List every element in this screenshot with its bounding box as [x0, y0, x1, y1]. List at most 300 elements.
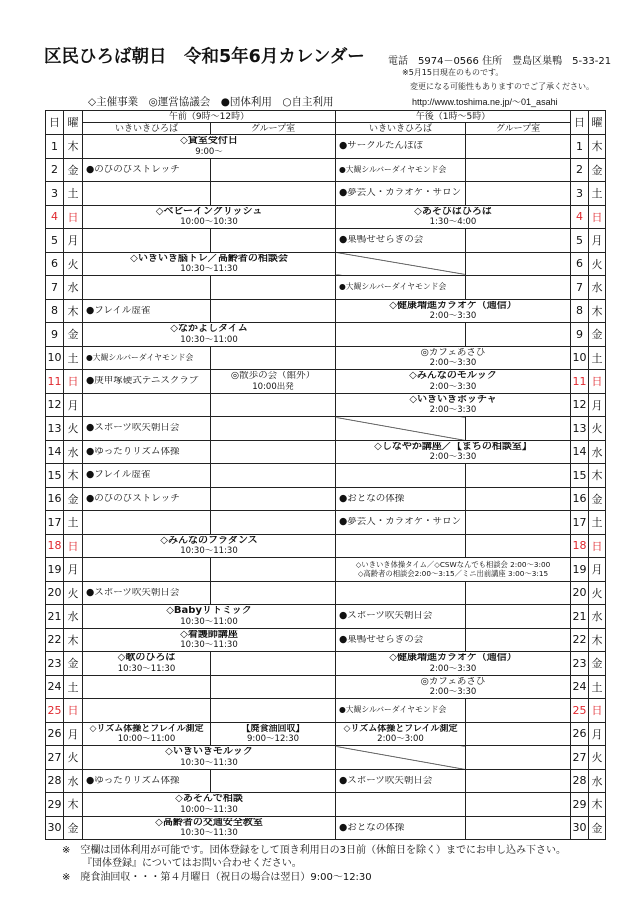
- symbol-legend: ◇主催事業 ◎運営協議会 ●団体利用 ○自主利用: [88, 96, 334, 108]
- dow-cell: 火: [64, 417, 83, 441]
- am-hiroba-cell: [83, 769, 211, 793]
- am-group-cell: [211, 581, 336, 605]
- calendar-row: [46, 417, 606, 441]
- calendar-row: [46, 346, 606, 370]
- day-cell: 19: [46, 558, 64, 582]
- am-hiroba-cell: [83, 464, 211, 488]
- calendar-row: [46, 769, 606, 793]
- event-title: ◇しなやか講座／【まちの相談室】: [374, 441, 532, 452]
- day-cell: 24: [46, 675, 64, 699]
- dow-cell-right: 木: [589, 299, 606, 323]
- pm-hiroba-cell: [336, 605, 466, 629]
- event-time: 10:00～11:30: [180, 804, 238, 815]
- pm-hiroba-cell: [336, 793, 466, 817]
- day-cell-right: 8: [571, 299, 589, 323]
- event-title: ◎散歩の会（館外）: [230, 371, 316, 381]
- header-am-group: グループ室: [211, 123, 336, 135]
- calendar-row: [46, 229, 606, 253]
- am-hiroba-cell: [83, 229, 211, 253]
- calendar-body: [46, 135, 606, 840]
- day-cell-right: 12: [571, 393, 589, 417]
- dow-cell: 日: [64, 699, 83, 723]
- day-cell: 9: [46, 323, 64, 347]
- dow-cell: 金: [64, 816, 83, 840]
- day-cell-right: 19: [571, 558, 589, 582]
- dow-cell: 月: [64, 229, 83, 253]
- calendar-row: [46, 370, 606, 394]
- am-group-cell: [211, 558, 336, 582]
- dow-cell: 水: [64, 605, 83, 629]
- am-group-cell: [211, 675, 336, 699]
- pm-hiroba-cell: [336, 323, 466, 347]
- day-cell: 15: [46, 464, 64, 488]
- calendar-row: [46, 135, 606, 159]
- dow-cell-right: 土: [589, 511, 606, 535]
- day-cell: 5: [46, 229, 64, 253]
- pm-group-cell: [466, 487, 571, 511]
- calendar-row: [46, 746, 606, 770]
- group-entry: ●ゆったりリズム体操: [86, 775, 180, 786]
- dow-cell: 土: [64, 182, 83, 206]
- am-hiroba-cell: [83, 417, 211, 441]
- dow-cell-right: 火: [589, 252, 606, 276]
- group-entry: ●スポーツ吹矢朝日会: [86, 587, 180, 598]
- am-event-cell: [83, 534, 336, 558]
- pm-hiroba-cell: [336, 511, 466, 535]
- day-cell: 21: [46, 605, 64, 629]
- day-cell-right: 27: [571, 746, 589, 770]
- am-group-cell: [211, 652, 336, 676]
- group-entry: ●ゆったりリズム体操: [86, 446, 180, 457]
- day-cell: 7: [46, 276, 64, 300]
- pm-group-cell: [466, 816, 571, 840]
- pm-group-cell: [466, 511, 571, 535]
- dow-cell: 火: [64, 252, 83, 276]
- group-entry: ●庚申塚硬式テニスクラブ: [86, 376, 199, 386]
- pm-group-cell: [466, 793, 571, 817]
- pm-hiroba-cell: [336, 581, 466, 605]
- am-group-cell: [211, 346, 336, 370]
- pm-group-cell: [466, 417, 571, 441]
- event-time: 2:00～3:30: [429, 381, 477, 392]
- event-time: 10:00出発: [252, 381, 294, 392]
- dow-cell-right: 火: [589, 746, 606, 770]
- dow-cell-right: 土: [589, 182, 606, 206]
- footnote-oil-collection: ※ 廃食油回収・・・第４月曜日（祝日の場合は翌日）9:00～12:30: [62, 872, 372, 883]
- event-time: 10:30～11:30: [117, 663, 176, 674]
- am-hiroba-cell: [83, 558, 211, 582]
- event-time: 2:00～3:30: [429, 687, 477, 697]
- event-title: ◎カフェあさひ: [420, 676, 486, 687]
- dow-cell-right: 月: [589, 229, 606, 253]
- pm-hiroba-cell: [336, 158, 466, 182]
- day-cell-right: 21: [571, 605, 589, 629]
- am-group-cell: [211, 229, 336, 253]
- calendar-row: [46, 722, 606, 746]
- event-title: ◇Babyリトミック: [166, 606, 252, 616]
- group-entry: ●スポーツ吹矢朝日会: [339, 775, 433, 786]
- am-group-cell: [211, 417, 336, 441]
- event-title: ◇ベビーイングリッシュ: [155, 206, 263, 217]
- am-event-cell: [83, 816, 336, 840]
- am-group-cell: [211, 464, 336, 488]
- dow-cell: 日: [64, 534, 83, 558]
- day-cell-right: 22: [571, 628, 589, 652]
- header-row-top: [46, 111, 606, 123]
- calendar-row: [46, 558, 606, 582]
- day-cell-right: 20: [571, 581, 589, 605]
- dow-cell: 水: [64, 276, 83, 300]
- dow-cell: 日: [64, 370, 83, 394]
- calendar-row: [46, 534, 606, 558]
- group-entry: ●おとなの体操: [339, 493, 405, 504]
- am-event-cell: [83, 746, 336, 770]
- header-pm: 午後（1時～5時）: [336, 111, 571, 123]
- calendar-row: [46, 205, 606, 229]
- dow-cell-right: 金: [589, 323, 606, 347]
- am-hiroba-cell: [83, 370, 211, 394]
- pm-event-cell: [336, 393, 571, 417]
- calendar-row: [46, 581, 606, 605]
- am-hiroba-cell: [83, 511, 211, 535]
- day-cell-right: 26: [571, 722, 589, 746]
- pm-event-cell: [336, 346, 571, 370]
- dow-cell: 木: [64, 793, 83, 817]
- dow-cell: 火: [64, 746, 83, 770]
- header-day-right: 日: [571, 111, 589, 135]
- event-title: ◇あそんで相談: [175, 794, 243, 804]
- am-group-cell: [211, 370, 336, 394]
- pm-event-cell: [336, 675, 571, 699]
- pm-hiroba-cell: [336, 135, 466, 159]
- day-cell-right: 30: [571, 816, 589, 840]
- dow-cell: 金: [64, 323, 83, 347]
- dow-cell-right: 金: [589, 487, 606, 511]
- am-group-cell: [211, 440, 336, 464]
- event-title: ◇リズム体操とフレイル測定: [89, 723, 204, 734]
- dow-cell-right: 月: [589, 722, 606, 746]
- pm-group-cell: [466, 722, 571, 746]
- group-entry: ●大観シルバーダイヤモンド会: [86, 352, 194, 362]
- pm-group-cell: [466, 699, 571, 723]
- event-title: ◇いきいき体操タイム／◇CSWなんでも相談会 2:00～3:00: [355, 560, 551, 570]
- event-time: 2:00～3:30: [429, 358, 477, 368]
- day-cell: 13: [46, 417, 64, 441]
- event-time: 10:30～11:00: [180, 334, 238, 345]
- day-cell: 2: [46, 158, 64, 182]
- day-cell-right: 29: [571, 793, 589, 817]
- dow-cell-right: 金: [589, 652, 606, 676]
- table-header: [46, 111, 606, 135]
- day-cell: 11: [46, 370, 64, 394]
- day-cell: 26: [46, 722, 64, 746]
- day-cell: 22: [46, 628, 64, 652]
- am-group-cell: [211, 182, 336, 206]
- am-group-cell: [211, 299, 336, 323]
- page-title: 区民ひろば朝日 令和5年6月カレンダー: [44, 47, 365, 67]
- calendar-row: [46, 699, 606, 723]
- day-cell-right: 23: [571, 652, 589, 676]
- day-cell: 20: [46, 581, 64, 605]
- dow-cell-right: 土: [589, 675, 606, 699]
- header-am: 午前（9時～12時）: [83, 111, 336, 123]
- event-time: 2:00～3:30: [429, 311, 477, 321]
- calendar-row: [46, 299, 606, 323]
- event-time: 2:00～3:30: [429, 663, 477, 674]
- pm-group-cell: [466, 628, 571, 652]
- pm-event-cell: [336, 652, 571, 676]
- dow-cell-right: 木: [589, 464, 606, 488]
- am-event-cell: [83, 605, 336, 629]
- dow-cell: 日: [64, 205, 83, 229]
- am-hiroba-cell: [83, 722, 211, 746]
- calendar-row: [46, 182, 606, 206]
- dow-cell-right: 水: [589, 605, 606, 629]
- header-pm-group: グループ室: [466, 123, 571, 135]
- event-time: 2:00～3:30: [429, 405, 477, 415]
- pm-event-cell: [336, 370, 571, 394]
- calendar-row: [46, 511, 606, 535]
- pm-hiroba-cell: [336, 182, 466, 206]
- day-cell-right: 2: [571, 158, 589, 182]
- event-title: ◇看護師講座: [180, 629, 238, 640]
- pm-hiroba-cell: [336, 417, 466, 441]
- am-event-cell: [83, 252, 336, 276]
- day-cell-right: 11: [571, 370, 589, 394]
- pm-hiroba-cell: [336, 464, 466, 488]
- pm-group-cell: [466, 769, 571, 793]
- day-cell: 23: [46, 652, 64, 676]
- pm-group-cell: [466, 158, 571, 182]
- event-title: ◇なかよしタイム: [170, 324, 248, 334]
- group-entry: ●サークルたんぽぽ: [339, 141, 424, 151]
- am-event-cell: [83, 205, 336, 229]
- am-hiroba-cell: [83, 675, 211, 699]
- dow-cell: 火: [64, 581, 83, 605]
- calendar-row: [46, 158, 606, 182]
- dow-cell: 金: [64, 487, 83, 511]
- day-cell-right: 15: [571, 464, 589, 488]
- dow-cell: 月: [64, 393, 83, 417]
- group-entry: ●フレイル虚雀: [86, 470, 151, 480]
- calendar-table: [45, 110, 606, 840]
- day-cell: 16: [46, 487, 64, 511]
- calendar-row: [46, 628, 606, 652]
- day-cell-right: 3: [571, 182, 589, 206]
- am-event-cell: [83, 135, 336, 159]
- calendar-row: [46, 323, 606, 347]
- day-cell: 27: [46, 746, 64, 770]
- group-entry: ●スポーツ吹矢朝日会: [86, 423, 180, 433]
- day-cell-right: 6: [571, 252, 589, 276]
- dow-cell-right: 金: [589, 158, 606, 182]
- day-cell: 8: [46, 299, 64, 323]
- group-entry: ●スポーツ吹矢朝日会: [339, 611, 433, 621]
- pm-group-cell: [466, 746, 571, 770]
- day-cell-right: 14: [571, 440, 589, 464]
- am-group-cell: [211, 722, 336, 746]
- pm-hiroba-cell: [336, 487, 466, 511]
- event-time: 2:00～3:00: [377, 734, 424, 744]
- am-group-cell: [211, 699, 336, 723]
- pm-group-cell: [466, 581, 571, 605]
- day-cell-right: 4: [571, 205, 589, 229]
- event-time: 2:00～3:30: [429, 452, 477, 462]
- day-cell-right: 17: [571, 511, 589, 535]
- day-cell-right: 1: [571, 135, 589, 159]
- pm-hiroba-cell: [336, 769, 466, 793]
- am-hiroba-cell: [83, 581, 211, 605]
- pm-hiroba-cell: [336, 276, 466, 300]
- event-title: ◇高齢者の交通安全教室: [155, 817, 263, 828]
- contact-info: 電話 5974－0566 住所 豊島区巣鴨 5-33-21: [388, 56, 612, 67]
- calendar-row: [46, 605, 606, 629]
- day-cell-right: 7: [571, 276, 589, 300]
- dow-cell-right: 木: [589, 628, 606, 652]
- event-time: 9:00～: [195, 146, 223, 157]
- dow-cell-right: 日: [589, 205, 606, 229]
- am-hiroba-cell: [83, 652, 211, 676]
- dow-cell-right: 木: [589, 135, 606, 159]
- day-cell: 18: [46, 534, 64, 558]
- pm-hiroba-cell: [336, 816, 466, 840]
- pm-group-cell: [466, 252, 571, 276]
- calendar-row: [46, 276, 606, 300]
- day-cell-right: 28: [571, 769, 589, 793]
- event-time: 10:30～11:30: [180, 546, 238, 556]
- day-cell-right: 25: [571, 699, 589, 723]
- pm-group-cell: [466, 276, 571, 300]
- group-entry: ●巣鴨せせらぎの会: [339, 634, 424, 645]
- pm-event-cell: [336, 205, 571, 229]
- pm-group-cell: [466, 534, 571, 558]
- calendar-row: [46, 252, 606, 276]
- header-dow-right: 曜: [589, 111, 606, 135]
- dow-cell-right: 木: [589, 793, 606, 817]
- event-title: ◇高齢者の相談会2:00～3:15／ミニ出前講座 3:00～3:15: [357, 569, 549, 579]
- calendar-row: [46, 816, 606, 840]
- event-time: 1:30～4:00: [429, 217, 477, 227]
- pm-group-cell: [466, 323, 571, 347]
- calendar-row: [46, 793, 606, 817]
- am-hiroba-cell: [83, 393, 211, 417]
- dow-cell: 金: [64, 158, 83, 182]
- calendar-row: [46, 487, 606, 511]
- pm-event-cell: [336, 558, 571, 582]
- day-cell: 29: [46, 793, 64, 817]
- dow-cell-right: 月: [589, 393, 606, 417]
- dow-cell: 月: [64, 558, 83, 582]
- dow-cell: 金: [64, 652, 83, 676]
- dow-cell: 木: [64, 299, 83, 323]
- header-pm-hiroba: いきいきひろば: [336, 123, 466, 135]
- change-note: 変更になる可能性もありますのでご了承ください。: [410, 82, 594, 91]
- pm-event-cell: [336, 440, 571, 464]
- group-entry: ●のびのびストレッチ: [86, 164, 180, 175]
- day-cell: 28: [46, 769, 64, 793]
- day-cell: 1: [46, 135, 64, 159]
- event-title: ◇歌のひろば: [117, 653, 176, 663]
- dow-cell: 木: [64, 628, 83, 652]
- dow-cell-right: 土: [589, 346, 606, 370]
- group-entry: ●大観シルバーダイヤモンド会: [339, 705, 447, 714]
- group-entry: ●大観シルバーダイヤモンド会: [339, 164, 447, 174]
- calendar-row: [46, 393, 606, 417]
- group-entry: ●のびのびストレッチ: [86, 493, 180, 504]
- dow-cell-right: 水: [589, 440, 606, 464]
- dow-cell-right: 日: [589, 370, 606, 394]
- event-title: ◇いきいき脳トレ／高齢者の相談会: [130, 253, 288, 264]
- pm-hiroba-cell: [336, 628, 466, 652]
- day-cell: 17: [46, 511, 64, 535]
- dow-cell-right: 水: [589, 276, 606, 300]
- am-hiroba-cell: [83, 699, 211, 723]
- pm-hiroba-cell: [336, 534, 466, 558]
- pm-hiroba-cell: [336, 229, 466, 253]
- day-cell-right: 13: [571, 417, 589, 441]
- am-hiroba-cell: [83, 346, 211, 370]
- pm-group-cell: [466, 229, 571, 253]
- pm-hiroba-cell: [336, 699, 466, 723]
- group-entry: ●夢芸人・カラオケ・サロン: [339, 517, 462, 527]
- day-cell: 30: [46, 816, 64, 840]
- website-url: http://www.toshima.ne.jp/～01_asahi: [412, 97, 558, 107]
- event-time: 10:30～11:00: [180, 616, 238, 627]
- dow-cell: 木: [64, 464, 83, 488]
- day-cell-right: 5: [571, 229, 589, 253]
- event-title: ◇貸室受付日: [180, 136, 238, 146]
- pm-group-cell: [466, 135, 571, 159]
- dow-cell: 土: [64, 511, 83, 535]
- day-cell: 3: [46, 182, 64, 206]
- event-title: ◇みんなのフラダンス: [160, 535, 258, 546]
- day-cell: 4: [46, 205, 64, 229]
- dow-cell: 月: [64, 722, 83, 746]
- footnote-registration: 『団体登録』についてはお問い合わせください。: [82, 858, 302, 869]
- am-event-cell: [83, 793, 336, 817]
- event-time: 10:30～11:30: [180, 828, 238, 838]
- pm-event-cell: [336, 299, 571, 323]
- event-title: ◇いきいきモルック: [165, 747, 253, 757]
- am-hiroba-cell: [83, 487, 211, 511]
- header-row-sub: [46, 123, 606, 135]
- am-group-cell: [211, 487, 336, 511]
- am-group-cell: [211, 276, 336, 300]
- group-entry: ●フレイル虚雀: [86, 305, 151, 316]
- group-entry: ●大観シルバーダイヤモンド会: [339, 282, 447, 291]
- date-note: ※5月15日現在のものです。: [402, 68, 504, 77]
- day-cell-right: 18: [571, 534, 589, 558]
- am-hiroba-cell: [83, 276, 211, 300]
- dow-cell: 土: [64, 346, 83, 370]
- am-group-cell: [211, 158, 336, 182]
- pm-hiroba-cell: [336, 746, 466, 770]
- dow-cell: 土: [64, 675, 83, 699]
- calendar-row: [46, 652, 606, 676]
- event-time: 10:00～10:30: [180, 217, 238, 227]
- am-event-cell: [83, 323, 336, 347]
- day-cell: 12: [46, 393, 64, 417]
- dow-cell: 水: [64, 440, 83, 464]
- header-day: 日: [46, 111, 64, 135]
- event-time: 10:30～11:30: [180, 757, 238, 768]
- event-time: 10:30～11:30: [180, 640, 238, 650]
- pm-group-cell: [466, 182, 571, 206]
- day-cell: 6: [46, 252, 64, 276]
- am-hiroba-cell: [83, 299, 211, 323]
- footnote-vacancy: ※ 空欄は団体利用が可能です。団体登録をして頂き利用日の3日前（休館日を除く）までにお申し込み下さい。: [62, 845, 566, 856]
- event-time: 10:30～11:30: [180, 264, 238, 274]
